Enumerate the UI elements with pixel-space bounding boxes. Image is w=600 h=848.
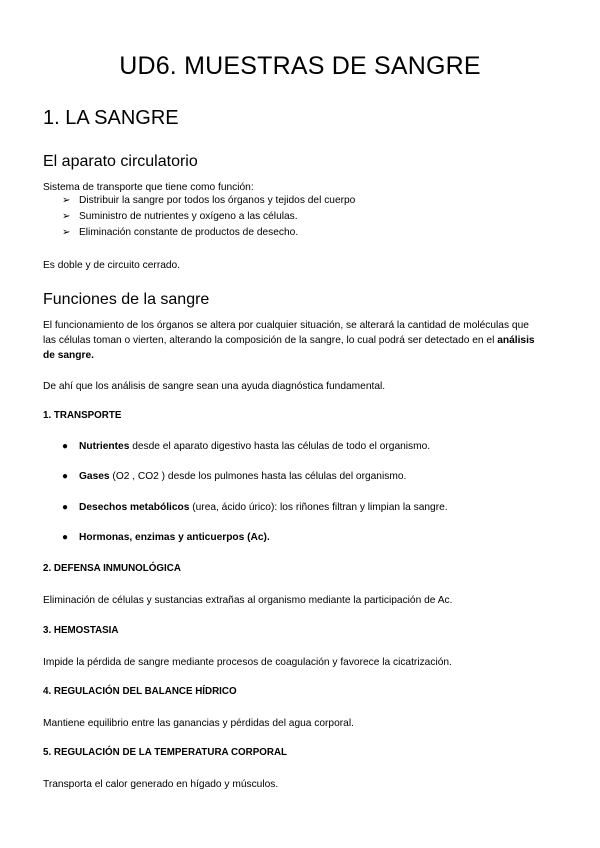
bullet-icon: ● [62, 471, 69, 482]
list-item: ● Nutrientes desde el aparato digestivo hasta las células de todo el organismo. [62, 441, 431, 452]
arrow-bullet-icon: ➢ [62, 211, 71, 222]
balance-hidrico-text: Mantiene equilibrio entre las ganancias y pérdidas del agua corporal. [43, 718, 354, 729]
list-item: ● Gases (O2 , CO2 ) desde los pulmones hasta las células del organismo. [62, 471, 407, 482]
hemostasia-text: Impide la pérdida de sangre mediante procesos de coagulación y favorece la cicatrización. [43, 657, 452, 668]
temperatura-text: Transporta el calor generado en hígado y músculos. [43, 779, 279, 790]
funciones-para1-line2: las células toman o vierten, alterando la composición de la sangre, lo cual podrá ser detectado en el análisis [43, 335, 535, 346]
subheading-aparato-circulatorio: El aparato circulatorio [43, 153, 198, 170]
arrow-bullet-icon: ➢ [62, 195, 71, 206]
section-heading-transporte: 1. TRANSPORTE [43, 410, 122, 421]
list-item: ● Desechos metabólicos (urea, ácido úrico): los riñones filtran y limpian la sangre. [62, 502, 448, 513]
section-heading-defensa: 2. DEFENSA INMUNOLÓGICA [43, 563, 181, 574]
funciones-para1-line3: de sangre. [43, 350, 94, 361]
aparato-note: Es doble y de circuito cerrado. [43, 260, 181, 271]
list-item: ➢ Distribuir la sangre por todos los órganos y tejidos del cuerpo [62, 195, 356, 206]
defensa-text: Eliminación de células y sustancias extrañas al organismo mediante la participación de Ac. [43, 595, 453, 606]
list-item: ➢ Eliminación constante de productos de desecho. [62, 227, 299, 238]
funciones-para1-line1: El funcionamiento de los órganos se altera por cualquier situación, se alterará la cantidad de moléculas que [43, 320, 529, 331]
page-title: UD6. MUESTRAS DE SANGRE [119, 52, 481, 80]
section-heading-balance-hidrico: 4. REGULACIÓN DEL BALANCE HÍDRICO [43, 686, 237, 697]
arrow-bullet-icon: ➢ [62, 227, 71, 238]
aparato-intro: Sistema de transporte que tiene como función: [43, 182, 254, 193]
subheading-funciones-sangre: Funciones de la sangre [43, 291, 210, 308]
section-heading-temperatura: 5. REGULACIÓN DE LA TEMPERATURA CORPORAL [43, 747, 288, 758]
list-item: ● Hormonas, enzimas y anticuerpos (Ac). [62, 532, 270, 543]
list-item: ➢ Suministro de nutrientes y oxígeno a las células. [62, 211, 298, 222]
bullet-icon: ● [62, 441, 69, 452]
bullet-icon: ● [62, 532, 69, 543]
section-heading-hemostasia: 3. HEMOSTASIA [43, 625, 119, 636]
section-heading-la-sangre: 1. LA SANGRE [43, 107, 179, 129]
bullet-icon: ● [62, 502, 69, 513]
funciones-para2: De ahí que los análisis de sangre sean una ayuda diagnóstica fundamental. [43, 381, 386, 392]
